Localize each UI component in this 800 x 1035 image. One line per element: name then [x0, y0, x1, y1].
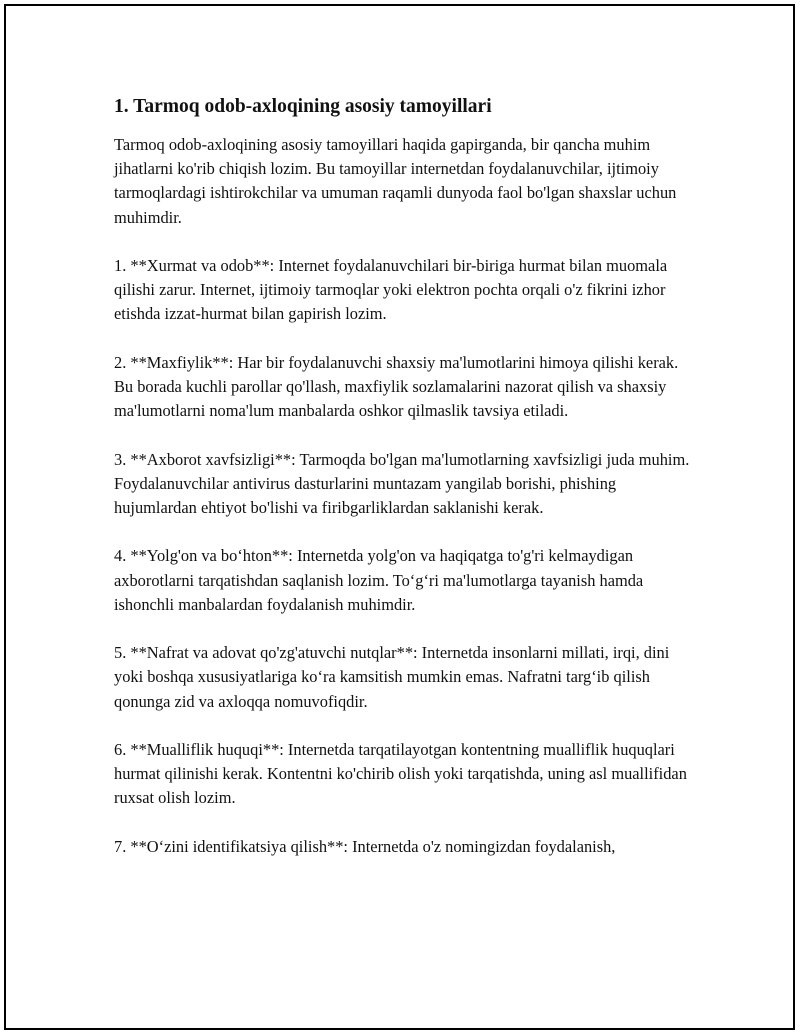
section-title: 1. Tarmoq odob-axloqining asosiy tamoyillari [114, 96, 492, 117]
principle-privacy: 2. **Maxfiylik**: Har bir foydalanuvchi shaxsiy ma'lumotlarini himoya qilishi kerak. Bu borada kuchli parollar qo'llash, maxfiylik sozlamalarini nazorat qilish va shaxsiy ma'lumotlarni noma'lum manbalarda oshkor qilmaslik tavsiya etiladi. [114, 352, 679, 421]
principle-hate-speech: 5. **Nafrat va adovat qo'zg'atuvchi nutqlar**: Internetda insonlarni millati, irqi, dini yoki boshqa xususiyatlariga ko‘ra kamsitish mumkin emas. Nafratni targ‘ib qilish qonunga zid va axloqqa nomuvofiqdir. [114, 643, 670, 711]
intro-paragraph: Tarmoq odob-axloqining asosiy tamoyillari haqida gapirganda, bir qancha muhim jihatlarni ko'rib chiqish lozim. Bu tamoyillar internetdan foydalanuvchilar, ijtimoiy tarmoqlardagi ishtirokchilar va umuman raqamli dunyoda faol bo'lgan shaxslar uchun muhimdir. [114, 135, 677, 227]
principle-information-security: 3. **Axborot xavfsizligi**: Tarmoqda bo'lgan ma'lumotlarning xavfsizligi juda muhim. Foydalanuvchilar antivirus dasturlarini muntazam yangilab borishi, phishing hujumlardan ehtiyot bo'lishi va firibgarliklardan saklanishi kerak. [114, 449, 690, 517]
principle-falsehood-slander: 4. **Yolg'on va bo‘hton**: Internetda yolg'on va haqiqatga to'g'ri kelmaydigan axborotlarni tarqatishdan saqlanish lozim. To‘g‘ri ma'lumotlarga tayanish hamda ishonchli manbalardan foydalanish muhimdir. [114, 546, 644, 614]
principle-self-identification: 7. **O‘zini identifikatsiya qilish**: Internetda o'z nomingizdan foydalanish, [114, 836, 616, 856]
principle-respect: 1. **Xurmat va odob**: Internet foydalanuvchilari bir-biriga hurmat bilan muomala qilishi zarur. Internet, ijtimoiy tarmoqlar yoki elektron pochta orqali o'z fikrini izhor etishda izzat-hurmat bilan gapirish lozim. [114, 256, 668, 324]
principle-copyright: 6. **Mualliflik huquqi**: Internetda tarqatilayotgan kontentning mualliflik huquqlari hurmat qilinishi kerak. Kontentni ko'chirib olish yoki tarqatishda, uning asl muallifidan ruxsat olish lozim. [114, 739, 687, 808]
document-body [114, 95, 694, 859]
